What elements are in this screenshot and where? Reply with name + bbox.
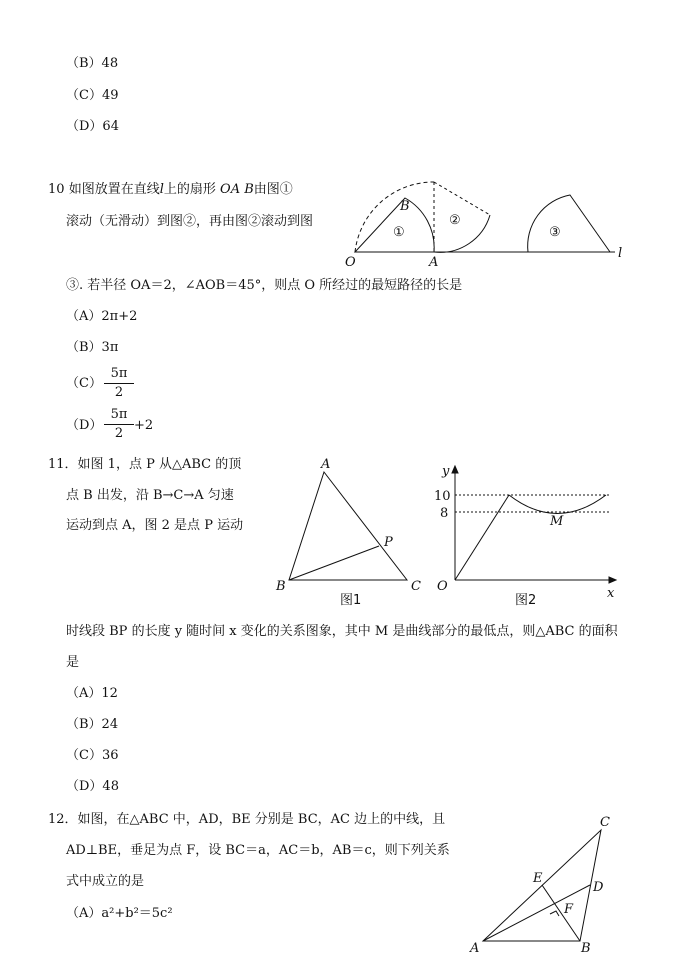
q11-fig2-label-y: y (442, 464, 450, 479)
q12-label-e: E (533, 871, 543, 886)
q11-fig2-label-m: M (550, 514, 564, 529)
q10-option-c-den: 2 (114, 385, 124, 400)
q9-option-b: （B）48 (66, 56, 119, 71)
q11-fig2-tick-8: 8 (440, 506, 449, 521)
q10-text-2: 上的扇形 (163, 182, 216, 197)
q10-figure (355, 182, 615, 252)
q11-stem-line3: 运动到点 A，图 2 是点 P 运动 (66, 518, 244, 533)
q12-label-f: F (564, 902, 574, 917)
q11-fig1-label-c: C (411, 579, 421, 594)
q10-label-l: l (618, 246, 623, 261)
q11-fig1-triangle (289, 472, 407, 580)
q10-line-var: l (159, 182, 164, 197)
q11-fig2-curve (509, 495, 606, 514)
q12-label-a: A (470, 941, 480, 956)
q11-fig2-labels (434, 464, 615, 608)
q12-option-a: （A）a²+b²＝5c² (66, 906, 173, 921)
q12-stem-line3: 式中成立的是 (66, 874, 145, 889)
q10-label-a: A (429, 255, 439, 270)
q11-fig1 (289, 472, 407, 580)
q11-fig1-caption: 图1 (340, 593, 362, 608)
q11-stem-line2: 点 B 出发，沿 B→C→A 匀速 (66, 488, 234, 503)
q11-fig2-tick-10: 10 (434, 489, 451, 504)
q10-dashed-path-arc (355, 182, 434, 252)
q11-fig1-segment-bp (289, 546, 379, 580)
q10-label-b: B (400, 199, 410, 214)
q12-label-d: D (593, 880, 604, 895)
q10-option-b: （B）3π (66, 340, 119, 355)
q10-sector-b: B (244, 182, 254, 197)
q11-fig2 (452, 466, 616, 583)
q11-fig1-label-a: A (321, 457, 331, 472)
q10-option-d-num: 5π (110, 407, 128, 422)
q11-stem-line4: 时线段 BP 的长度 y 随时间 x 变化的关系图象，其中 M 是曲线部分的最低点，则△ABC 的面积 (66, 624, 618, 639)
q10-option-c-num: 5π (110, 366, 128, 381)
q11-stem-line5: 是 (66, 655, 80, 670)
q11-fig2-label-x: x (607, 586, 615, 601)
q12-stem-line2: AD⊥BE，垂足为点 F，设 BC＝a，AC＝b，AB＝c，则下列关系 (66, 843, 450, 858)
q10-text-3: 由图① (253, 182, 293, 197)
q12-label-b: B (581, 941, 591, 956)
q11-option-a: （A）12 (66, 686, 118, 701)
q11-option-d: （D）48 (66, 779, 119, 794)
q10-stem-line3: ③. 若半径 OA＝2，∠AOB＝45°，则点 O 所经过的最短路径的长是 (66, 278, 463, 293)
q11-fig2-line-segment (455, 495, 509, 580)
q10-text-1: 如图放置在直线 (68, 182, 160, 197)
q10-label-circle1: ① (393, 225, 405, 240)
q11-fig1-label-b: B (276, 579, 286, 594)
q10-sector-2-arc (434, 215, 490, 252)
q10-sector-3 (528, 195, 610, 252)
q11-option-b: （B）24 (66, 717, 119, 732)
q10-option-a: （A）2π+2 (66, 309, 138, 324)
q12-label-c: C (600, 815, 610, 830)
q11-option-c: （C）36 (66, 748, 119, 763)
q11-fig1-labels (275, 457, 421, 608)
q11-fig2-caption: 图2 (515, 593, 537, 608)
q11-stem-line1: 11．如图 1，点 P 从△ABC 的顶 (48, 457, 242, 472)
q12-stem-line1: 12．如图，在△ABC 中，AD，BE 分别是 BC，AC 边上的中线，且 (48, 812, 446, 827)
q10-label-circle3: ③ (549, 225, 561, 240)
q11-fig2-y-arrow (452, 466, 458, 473)
q11-fig2-x-arrow (609, 577, 616, 583)
q10-option-d-prefix: （D） (66, 418, 103, 433)
q10-option-d-den: 2 (114, 426, 124, 441)
q10-option-c-prefix: （C） (66, 376, 102, 391)
q10-dashed-radius (434, 182, 490, 215)
q10-label-circle2: ② (449, 213, 461, 228)
q11-fig2-label-o: O (437, 579, 448, 594)
q10-sector-name: OA (220, 182, 241, 197)
q9-option-c: （C）49 (66, 88, 119, 103)
q10-option-d-suffix: +2 (134, 418, 154, 433)
q10-label-o: O (345, 255, 356, 270)
q9-option-d: （D）64 (66, 119, 119, 134)
q10-stem-line2: 滚动（无滑动）到图②，再由图②滚动到图 (66, 214, 314, 229)
q11-fig1-label-p: P (384, 535, 393, 550)
q12-right-angle-mark (550, 911, 559, 916)
q10-number: 10 (48, 182, 65, 197)
